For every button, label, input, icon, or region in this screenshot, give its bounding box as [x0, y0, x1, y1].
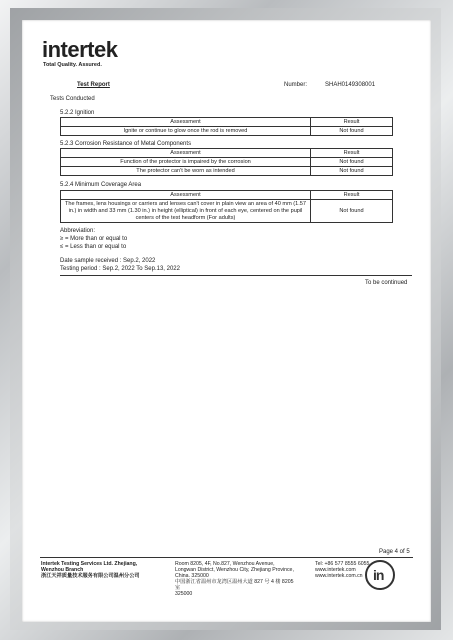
- tests-conducted-label: Tests Conducted: [50, 96, 95, 102]
- section-title: 5.2.3 Corrosion Resistance of Metal Components: [60, 141, 192, 147]
- table-row: [61, 200, 393, 223]
- col-header-result: Result: [311, 149, 393, 158]
- ignition-table: [60, 117, 393, 136]
- section-title: 5.2.4 Minimum Coverage Area: [60, 182, 142, 188]
- footer-address: Room 8205, 4F, No.827, Wenzhou Avenue, Longwan District, Wenzhou City, Zhejiang Province, China. 325000 中国浙江省温州市龙湾区温州大道 827 号 4 楼 8205 室 325000: [175, 561, 294, 597]
- table-row: [61, 127, 393, 136]
- assessment-cell: Ignite or continue to glow once the rod is removed: [61, 127, 311, 136]
- logo-tagline: Total Quality. Assured.: [43, 62, 102, 68]
- footer-divider: [40, 557, 413, 558]
- result-cell: Not found: [311, 167, 393, 176]
- assessment-cell: Function of the protector is impaired by the corrosion: [61, 158, 311, 167]
- col-header-assessment: Assessment: [61, 118, 311, 127]
- footer-contact: Tel: +86 577 8555 6055 www.intertek.com www.intertek.com.cn: [315, 561, 370, 579]
- result-cell: Not found: [311, 158, 393, 167]
- testing-period: Testing period : Sep.2, 2022 To Sep.13, 2022: [60, 266, 180, 272]
- number-value: SHAH0149308001: [325, 82, 376, 88]
- to-be-continued: To be continued: [365, 280, 408, 286]
- report-title: Test Report: [77, 82, 110, 88]
- table-row: [61, 167, 393, 176]
- intertek-logo: intertek: [42, 37, 118, 62]
- intertek-in-logo-icon: in: [365, 560, 395, 590]
- report-page: [22, 20, 431, 622]
- number-label: Number:: [284, 82, 308, 88]
- col-header-assessment: Assessment: [61, 191, 311, 200]
- assessment-cell: The protector can't be worn as intended: [61, 167, 311, 176]
- divider: [60, 275, 412, 276]
- date-received: Date sample received : Sep.2, 2022: [60, 258, 156, 264]
- result-cell: Not found: [311, 127, 393, 136]
- abbreviation-item: ≥ = More than or equal to: [60, 236, 128, 242]
- section-title: 5.2.2 Ignition: [60, 110, 95, 116]
- col-header-assessment: Assessment: [61, 149, 311, 158]
- footer-company: Intertek Testing Services Ltd. Zhejiang, Wenzhou Branch 浙江天祥质量技术服务有限公司温州分公司: [41, 561, 140, 579]
- col-header-result: Result: [311, 191, 393, 200]
- page-number: Page 4 of 5: [379, 549, 410, 555]
- abbreviation-item: ≤ = Less than or equal to: [60, 244, 127, 250]
- coverage-table: [60, 190, 393, 223]
- table-row: [61, 158, 393, 167]
- col-header-result: Result: [311, 118, 393, 127]
- result-cell: Not found: [311, 200, 393, 223]
- corrosion-table: [60, 148, 393, 176]
- abbreviation-title: Abbreviation:: [60, 228, 96, 234]
- assessment-cell: The frames, lens housings or carriers and lenses can't cover in plain view an area of 40 mm (1.57 in.) in width and 33 mm (1.30 in.) in height (elliptical) in front of each eye, centered on the pupil centers of the test headform (For adults): [61, 200, 311, 223]
